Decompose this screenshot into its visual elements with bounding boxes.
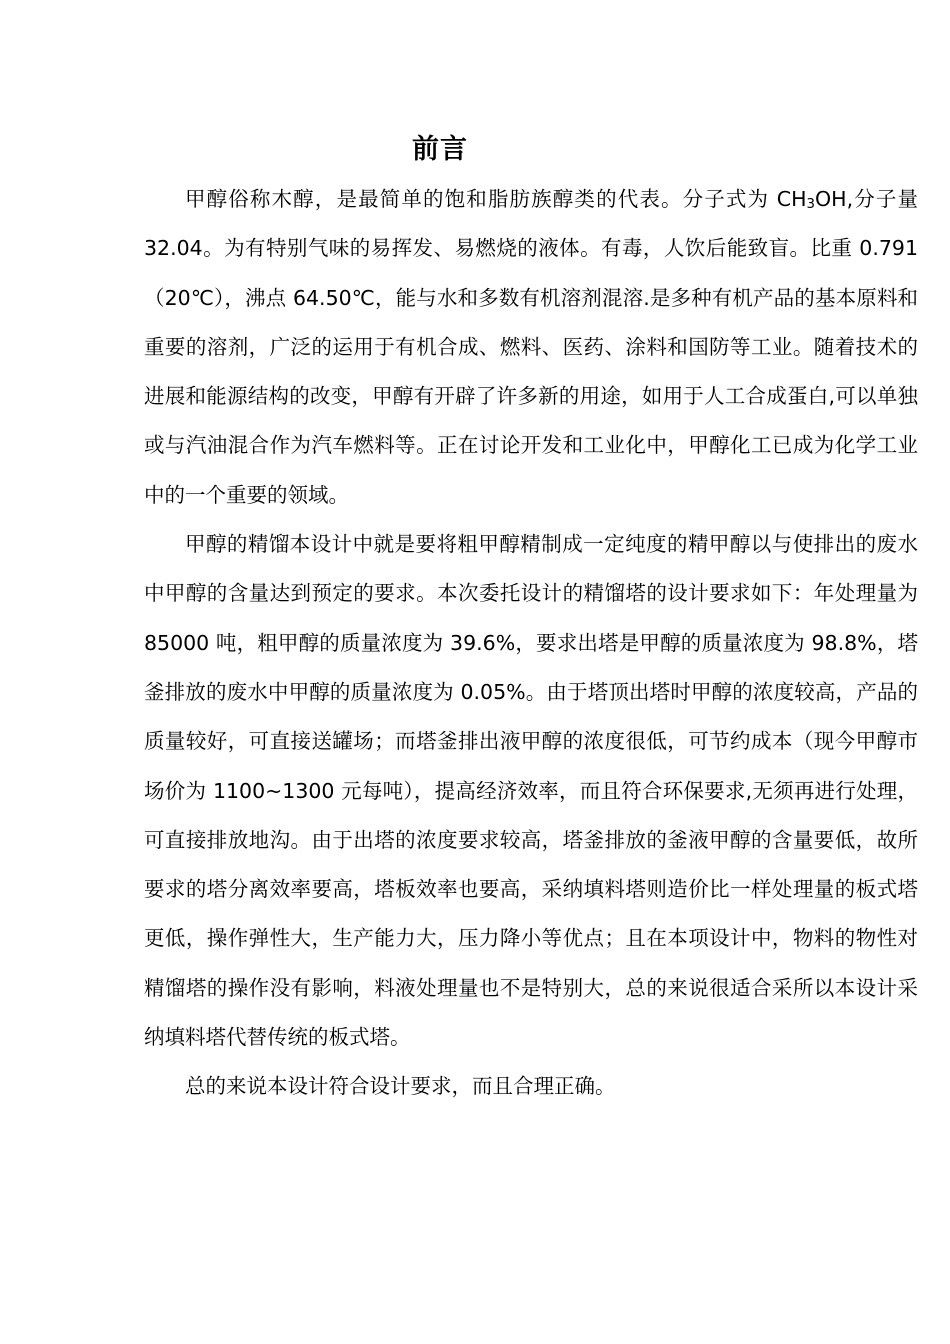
paragraph-design: 甲醇的精馏本设计中就是要将粗甲醇精制成一定纯度的精甲醇以与使排出的废水中甲醇的含量达到预定的要求。本次委托设计的精馏塔的设计要求如下：年处理量为 85000 吨，粗甲醇的质量浓度为 39.6%，要求出塔是甲醇的质量浓度为 98.8%，塔釜排放的废水中甲醇的质量浓度为 0.05%。由于塔顶出塔时甲醇的浓度较高，产品的质量较好，可直接送罐场；而塔釜排出液甲醇的浓度很低，可节约成本（现今甲醇市场价为 1100~1300 元每吨），提高经济效率，而且符合环保要求,无须再进行处理，可直接排放地沟。由于出塔的浓度要求较高，塔釜排放的釜液甲醇的含量要低，故所要求的塔分离效率要高，塔板效率也要高，采纳填料塔则造价比一样处理量的板式塔更低，操作弹性大，生产能力大，压力降小等优点；且在本项设计中，物料的物性对精馏塔的操作没有影响，料液处理量也不是特别大，总的来说很适合采所以本设计采纳填料塔代替传统的板式塔。	[144, 532, 918, 1050]
paragraph-conclusion: 总的来说本设计符合设计要求，而且合理正确。	[185, 1074, 616, 1099]
paragraph-intro-part-1: 甲醇俗称木醇，是最简单的饱和脂肪族醇类的代表。分子式为 CH	[185, 187, 807, 211]
page-title: 前言	[412, 134, 468, 165]
document-body	[144, 175, 918, 1112]
paragraph-intro	[144, 175, 918, 520]
paragraph-intro-part-2: OH,分子量 32.04。为有特别气味的易挥发、易燃烧的液体。有毒，人饮后能致盲。比重 0.791（20℃），沸点 64.50℃，能与水和多数有机溶剂混溶.是多种有机产品的基本原料和重要的溶剂，广泛的运用于有机合成、燃料、医药、涂料和国防等工业。随着技术的进展和能源结构的改变，甲醇有开辟了许多新的用途，如用于人工合成蛋白,可以单独或与汽油混合作为汽车燃料等。正在讨论开发和工业化中，甲醇化工已成为化学工业中的一个重要的领域。	[144, 187, 918, 507]
formula-subscript: 3	[806, 196, 816, 212]
